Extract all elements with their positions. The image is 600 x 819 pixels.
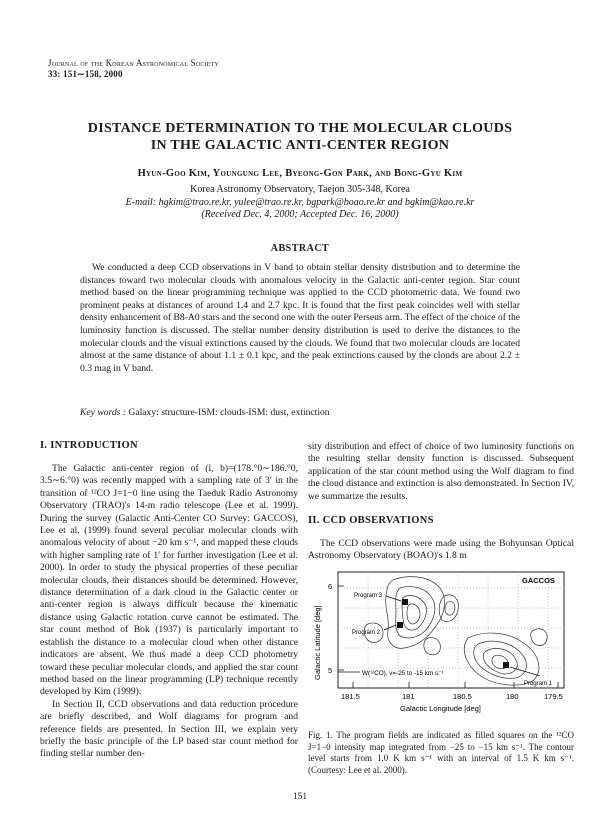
- title-line-2: IN THE GALACTIC ANTI-CENTER REGION: [150, 138, 450, 153]
- cloud-contours-lower: [464, 629, 547, 685]
- keywords-text: Galaxy: structure-ISM: clouds-ISM: dust, extinction: [128, 407, 330, 418]
- co-intensity-map: [308, 568, 572, 718]
- label-gaccos: GACCOS: [522, 576, 555, 585]
- xtick-181: 181: [402, 692, 415, 701]
- program-field-markers: [397, 599, 509, 668]
- x-axis-label: Galactic Longitude [deg]: [400, 704, 481, 713]
- right-column-text: [308, 441, 574, 503]
- section-1-paragraph-2: In Section II, CCD observations and data reduction procedure are briefly described, and Wolf diagrams for program and reference fields are presented. In Section III, we explain very briefly the basic principle of the LP based star count method for finding stellar number den-: [40, 698, 298, 760]
- section-2-body: [308, 538, 574, 563]
- section-1-paragraph-1: The Galactic anti-center region of (l, b)=(178.°0∼186.°0, 3.5∼6.°0) was recently mapped with a sampling rate of 3′ in the transition of ¹²CO J=1−0 line using the Taeduk Radio Astronomy Observatory (TRAO)'s 14-m radio telescope (Lee et al. 1999). During the survey (Galactic Anti-Center CO Survey: GACCOS), Lee et al. (1999) found several peculiar molecular clouds with anomalous velocity of about −20 km s⁻¹, and mapped these clouds with higher sampling rate of 1′ for further investigation (Lee et al. 2000). In order to study the physical properties of these peculiar molecular clouds, their distances should be determined. However, distance determination of a dark cloud in the Galactic center or anti-center region is always difficult because the kinematic distance using Galactic rotation curve cannot be estimated. The star count method of Bok (1937) is particularly important to establish the distance to a molecular cloud when other distance indicators are absent. We thus made a deep CCD photometry toward these peculiar molecular clouds, and applied the star count method based on the linear programming (LP) technique recently developed by Kim (1999).: [40, 463, 298, 698]
- xtick-179-5: 179.5: [544, 692, 563, 701]
- figure-1: [308, 568, 572, 718]
- cloud-contours-upper: [364, 577, 458, 655]
- program-3-square: [402, 599, 408, 605]
- y-axis-label: Galactic Latitude [deg]: [313, 605, 322, 680]
- label-intensity-range: W(¹²CO), v=-25 to -15 km s⁻¹: [362, 670, 444, 677]
- xtick-180-5: 180.5: [453, 692, 472, 701]
- abstract-heading: ABSTRACT: [270, 243, 330, 254]
- journal-name: Journal of the Korean Astronomical Society: [48, 58, 219, 68]
- keywords-line: [80, 407, 520, 418]
- label-program-1: Program 1: [524, 681, 553, 687]
- paper-title: [0, 120, 600, 154]
- xtick-181-5: 181.5: [341, 692, 360, 701]
- left-column: [40, 440, 298, 761]
- xtick-180: 180: [506, 692, 519, 701]
- section-2-heading: II. CCD OBSERVATIONS: [308, 515, 434, 527]
- affiliation-block: [0, 184, 600, 222]
- label-program-3: Program 3: [354, 593, 383, 599]
- section-1-body: [40, 463, 298, 761]
- email-line: E-mail: hgkim@trao.re.kr, yulee@trao.re.kr, bgpark@boao.re.kr and bgkim@kao.re.kr: [125, 196, 475, 208]
- program-2-square: [397, 622, 403, 628]
- abstract-text: We conducted a deep CCD observations in V band to obtain stellar density distribution and to determine the distances toward two molecular clouds with anomalous velocity in the Galactic anti-center region. Star count method based on the linear programming technique was applied to the CCD photometric data. We found two prominent peaks at distances of around 1.4 and 2.7 kpc. It is found that the first peak coincides well with stellar density enhancement of B8-A0 stars and the second one with the outer Perseus arm. The effect of the choice of the luminosity function is discussed. The stellar number density distribution is used to derive the distances to the molecular clouds and the visual extinctions caused by the clouds. We found that two molecular clouds are located almost at the same distance of about 1.1 ± 0.1 kpc, and the peak extinctions caused by the clouds are about 2.2 ± 0.3 mag in V band.: [80, 262, 521, 374]
- program-1-square: [503, 662, 509, 668]
- ytick-5: 5: [328, 666, 333, 675]
- keywords-label: Key words :: [80, 407, 127, 418]
- authors: Hyun-Goo Kim, Youngung Lee, Byeong-Gon Park, and Bong-Gyu Kim: [137, 168, 463, 179]
- label-program-2: Program 2: [352, 630, 381, 636]
- right-paragraph-1: sity distribution and effect of choice of two luminosity functions on the resulting stellar density function is discussed. Subsequent application of the star count method using the Wolf diagram to find the cloud distance and extinction is also demonstrated. In Section IV, we summarize the results.: [308, 441, 574, 502]
- title-line-1: DISTANCE DETERMINATION TO THE MOLECULAR CLOUDS: [87, 121, 513, 136]
- section-2-paragraph-1: The CCD observations were made using the Bohyunsan Optical Astronomy Observatory (BOAO)'s 1.8 m: [308, 538, 574, 562]
- figure-1-caption: Fig. 1. The program fields are indicated as filled squares on the ¹²CO J=1−0 intensity map integrated from −25 to −15 km s⁻¹. The contour level starts from 1.0 K km s⁻¹ with an interval of 1.5 K km s⁻¹. (Courtesy: Lee et al. 2000).: [308, 730, 574, 775]
- ytick-6: 6: [328, 582, 333, 591]
- section-1-heading: I. INTRODUCTION: [40, 440, 138, 451]
- affiliation: Korea Astronomy Observatory, Taejon 305-348, Korea: [190, 184, 410, 195]
- journal-header: [48, 58, 219, 80]
- journal-volume: 33: 151∼158, 2000: [48, 69, 123, 79]
- right-column: [308, 441, 574, 563]
- received-line: (Received Dec. 4, 2000; Accepted Dec. 16, 2000): [201, 209, 399, 220]
- page-number: 151: [292, 792, 308, 802]
